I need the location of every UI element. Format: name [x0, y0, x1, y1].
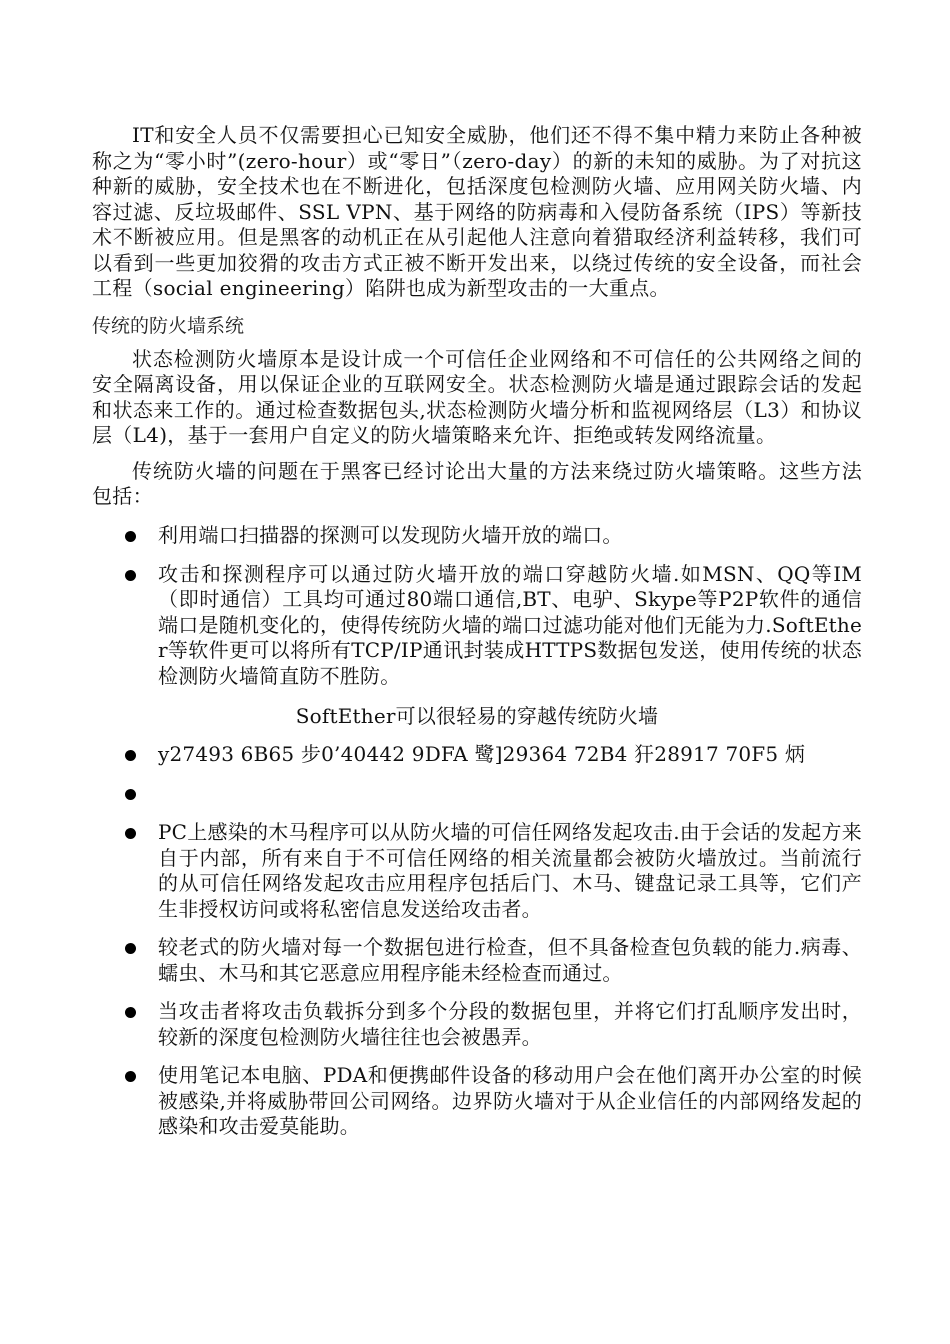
list-item: [92, 935, 862, 986]
figure-caption: SoftEther可以很轻易的穿越传统防火墙: [295, 704, 659, 728]
firewall-problem-paragraph: 传统防火墙的问题在于黑客已经讨论出大量的方法来绕过防火墙策略。这些方法包括：: [92, 458, 862, 508]
list-item: [92, 1063, 862, 1140]
bypass-methods-list-a: [92, 523, 862, 690]
paragraph-spacer: [92, 449, 862, 459]
list-item-text: 使用笔记本电脑、PDA和便携邮件设备的移动用户会在他们离开办公室的时候被感染,并将威胁带回公司网络。边界防火墙对于从企业信任的内部网络发起的感染和攻击爱莫能助。: [158, 1063, 862, 1138]
list-item-text: PC上感染的木马程序可以从防火墙的可信任网络发起攻击.由于会话的发起方来自于内部，所有来自于不可信任网络的相关流量都会被防火墙放过。当前流行的从可信任网络发起攻击应用程序包括后门、木马、键盘记录工具等，它们产生非授权访问或将私密信息发送给攻击者。: [158, 820, 862, 921]
bullet-icon: [125, 570, 136, 581]
list-item-text: 较老式的防火墙对每一个数据包进行检查，但不具备检查包负载的能力.病毒、蠕虫、木马和其它恶意应用程序能未经检查而通过。: [158, 935, 862, 985]
list-item-text: 利用端口扫描器的探测可以发现防火墙开放的端口。: [158, 522, 623, 547]
bullet-icon: [125, 1007, 136, 1018]
list-item-text: y27493 6B65 步0’40442 9DFA 鹭]29364 72B4 犴28917 70F5 炳: [158, 742, 806, 766]
bullet-icon: [125, 750, 136, 761]
bypass-methods-list-b: [92, 742, 862, 1140]
section-heading: 传统的防火墙系统: [92, 314, 245, 337]
list-item-text: 攻击和探测程序可以通过防火墙开放的端口穿越防火墙.如MSN、QQ等IM（即时通信）工具均可通过80端口通信,BT、电驴、Skype等P2P软件的通信端口是随机变化的，使得传统防火墙的端口过滤功能对他们无能为力.SoftEther等软件更可以将所有TCP/IP通讯封装成HTTPS数据包发送，使用传统的状态检测防火墙简直防不胜防。: [158, 561, 862, 688]
list-item: [92, 523, 862, 549]
bullet-icon: [125, 1071, 136, 1082]
bullet-icon: [125, 789, 136, 800]
document-page: [92, 120, 862, 1140]
list-item: [92, 742, 862, 768]
intro-paragraph: IT和安全人员不仅需要担心已知安全威胁，他们还不得不集中精力来防止各种被称之为“零小时”(zero-hour）或“零日”（zero-day）的新的未知的威胁。为了对抗这种新的威胁，安全技术也在不断进化，包括深度包检测防火墙、应用网关防火墙、内容过滤、反垃圾邮件、SSL VPN、基于网络的防病毒和入侵防备系统（IPS）等新技术不断被应用。但是黑客的动机正在从引起他人注意向着猎取经济利益转移，我们可以看到一些更加狡猾的攻击方式正被不断开发出来，以绕过传统的安全设备，而社会工程（social engineering）陷阱也成为新型攻击的一大重点。: [92, 123, 862, 300]
list-item-text: 当攻击者将攻击负载拆分到多个分段的数据包里，并将它们打乱顺序发出时，较新的深度包检测防火墙往往也会被愚弄。: [158, 999, 862, 1049]
list-item: [92, 562, 862, 690]
bullet-icon: [125, 943, 136, 954]
list-item: [92, 820, 862, 922]
bullet-icon: [125, 828, 136, 839]
list-item: [92, 781, 862, 807]
list-item: [92, 999, 862, 1050]
bullet-icon: [125, 531, 136, 542]
stateful-firewall-paragraph: 状态检测防火墙原本是设计成一个可信任企业网络和不可信任的公共网络之间的安全隔离设备，用以保证企业的互联网安全。状态检测防火墙是通过跟踪会话的发起和状态来工作的。通过检查数据包头,状态检测防火墙分析和监视网络层（L3）和协议层（L4)，基于一套用户自定义的防火墙策略来允许、拒绝或转发网络流量。: [92, 346, 862, 447]
